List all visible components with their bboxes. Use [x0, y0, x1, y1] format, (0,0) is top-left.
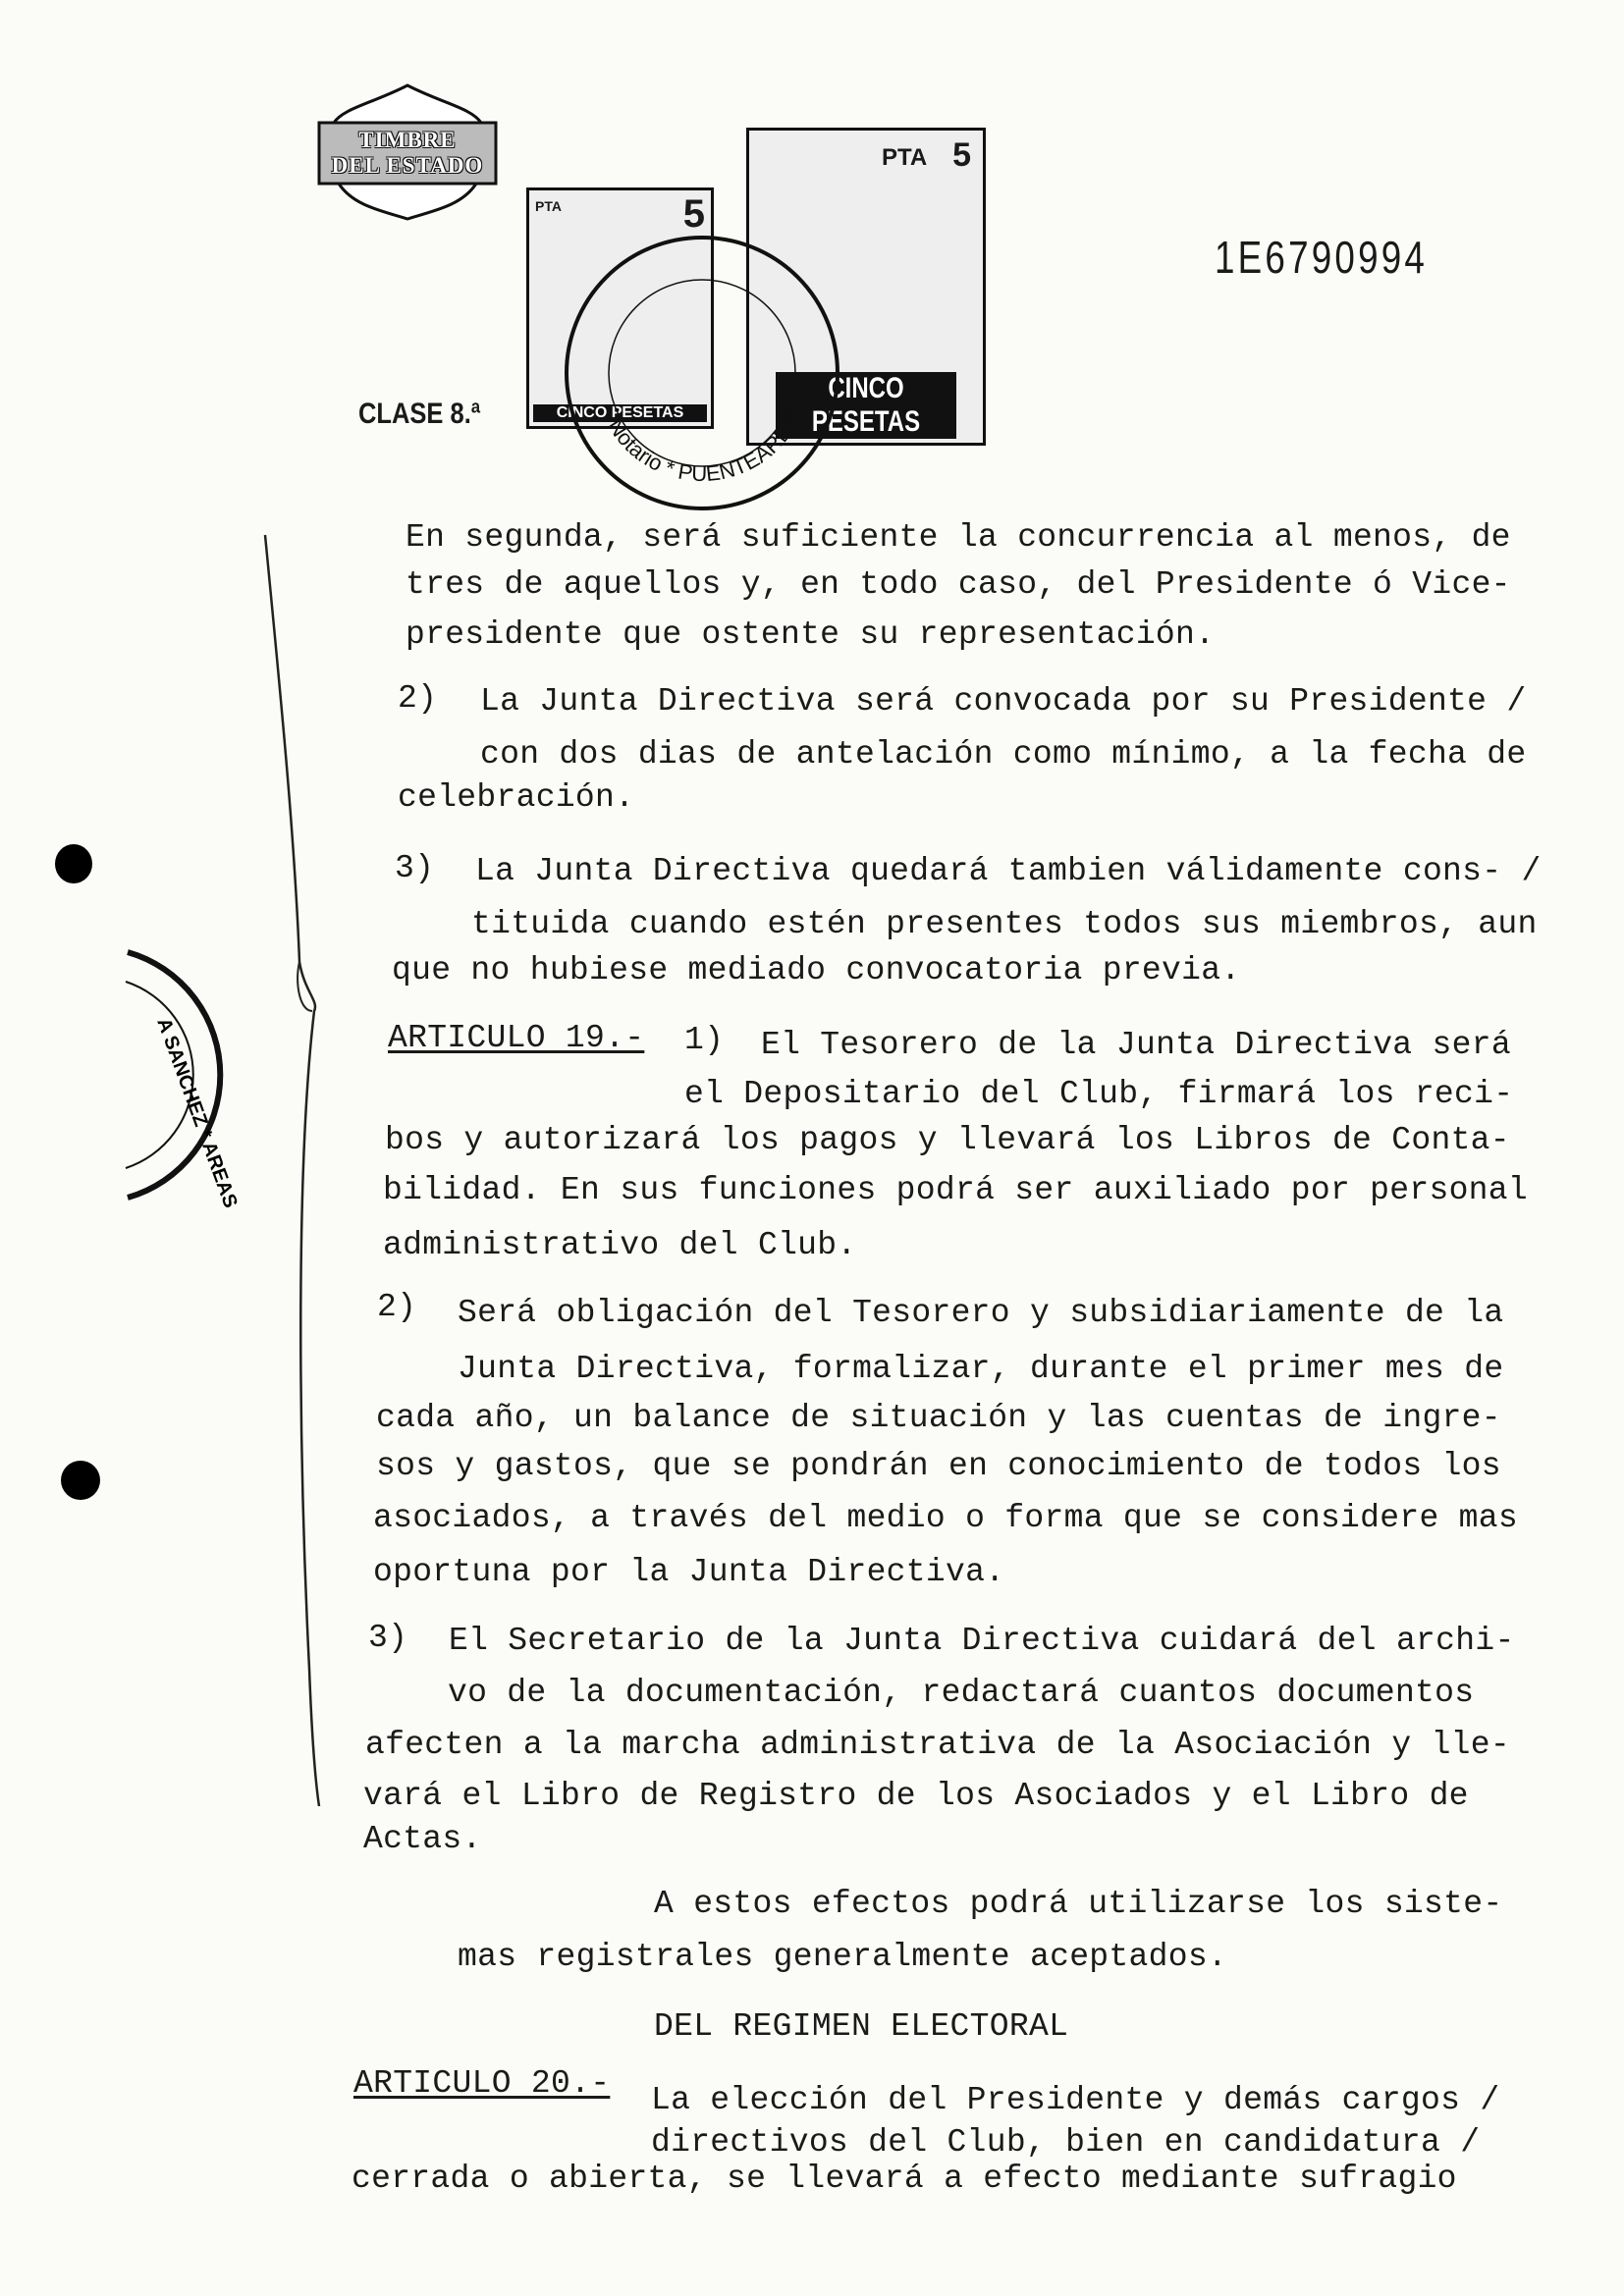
- article-heading: ARTICULO 20.-: [353, 2065, 611, 2102]
- text-line: presidente que ostente su representación.: [406, 616, 1216, 653]
- text-line: que no hubiese mediado convocatoria previa.: [392, 952, 1241, 988]
- text-line: La Junta Directiva quedará tambien válidamente cons- /: [475, 853, 1542, 889]
- logo-text: TIMBRE DEL ESTADO: [331, 128, 484, 178]
- text-line: Será obligación del Tesorero y subsidiariamente de la: [458, 1295, 1504, 1331]
- stamp-class-label: CLASE 8.ª: [358, 398, 481, 430]
- text-line: celebración.: [398, 779, 635, 816]
- text-line: oportuna por la Junta Directiva.: [373, 1554, 1005, 1590]
- text-line: La elección del Presidente y demás cargos /: [651, 2082, 1500, 2118]
- text-line: La Junta Directiva será convocada por su Presidente /: [480, 683, 1527, 720]
- text-line: Actas.: [363, 1821, 482, 1857]
- left-rubber-stamp: [98, 942, 242, 1211]
- section-heading: DEL REGIMEN ELECTORAL: [654, 2008, 1069, 2045]
- punch-hole: [61, 1461, 100, 1500]
- timbre-del-estado-logo: [314, 83, 501, 221]
- text-line: Junta Directiva, formalizar, durante el primer mes de: [458, 1351, 1504, 1387]
- text-line: mas registrales generalmente aceptados.: [458, 1939, 1228, 1975]
- document-serial-number: 1E6790994: [1215, 232, 1429, 283]
- text-line: administrativo del Club.: [383, 1227, 857, 1263]
- revenue-stamp-small: PTA 5 CINCO PESETAS: [526, 187, 714, 429]
- text-line: bos y autorizará los pagos y llevará los Libros de Conta-: [385, 1122, 1510, 1158]
- text-line: El Tesorero de la Junta Directiva será: [761, 1027, 1511, 1063]
- text-line: cada año, un balance de situación y las cuentas de ingre-: [376, 1400, 1501, 1436]
- punch-hole: [55, 844, 92, 883]
- item-number: 2): [398, 680, 438, 717]
- text-line: tres de aquellos y, en todo caso, del Presidente ó Vice-: [406, 566, 1511, 603]
- text-line: directivos del Club, bien en candidatura /: [651, 2124, 1481, 2161]
- text-line: bilidad. En sus funciones podrá ser auxiliado por personal: [383, 1172, 1528, 1208]
- notary-seal: [560, 231, 844, 515]
- text-line: tituida cuando estén presentes todos sus miembros, aun: [471, 906, 1538, 942]
- svg-text:A SANCHEZ * AREAS: A SANCHEZ * AREAS: [152, 1015, 242, 1211]
- text-line: afecten a la marcha administrativa de la Asociación y lle-: [365, 1727, 1510, 1763]
- item-number: 3): [395, 850, 435, 886]
- text-line: vo de la documentación, redactará cuantos documentos: [448, 1675, 1475, 1711]
- svg-text:Notario * PUENTEAREAS: Notario * PUENTEAREAS: [603, 399, 810, 487]
- article-heading: ARTICULO 19.-: [388, 1020, 645, 1056]
- text-line: sos y gastos, que se pondrán en conocimiento de todos los: [376, 1448, 1501, 1484]
- item-number: 3): [368, 1620, 408, 1656]
- text-line: asociados, a través del medio o forma que se considere mas: [373, 1500, 1518, 1536]
- text-line: con dos dias de antelación como mínimo, a la fecha de: [480, 736, 1527, 773]
- revenue-stamp-large: PTA 5 CINCO PESETAS: [746, 128, 986, 446]
- text-line: el Depositario del Club, firmará los reci-: [684, 1076, 1514, 1112]
- text-line: A estos efectos podrá utilizarse los siste-: [654, 1886, 1503, 1922]
- item-number: 2): [377, 1289, 417, 1325]
- item-number: 1): [684, 1022, 725, 1058]
- text-line: vará el Libro de Registro de los Asociados y el Libro de: [363, 1778, 1469, 1814]
- text-line: El Secretario de la Junta Directiva cuidará del archi-: [449, 1623, 1515, 1659]
- text-line: En segunda, será suficiente la concurrencia al menos, de: [406, 519, 1511, 556]
- text-line: cerrada o abierta, se llevará a efecto mediante sufragio: [352, 2161, 1457, 2197]
